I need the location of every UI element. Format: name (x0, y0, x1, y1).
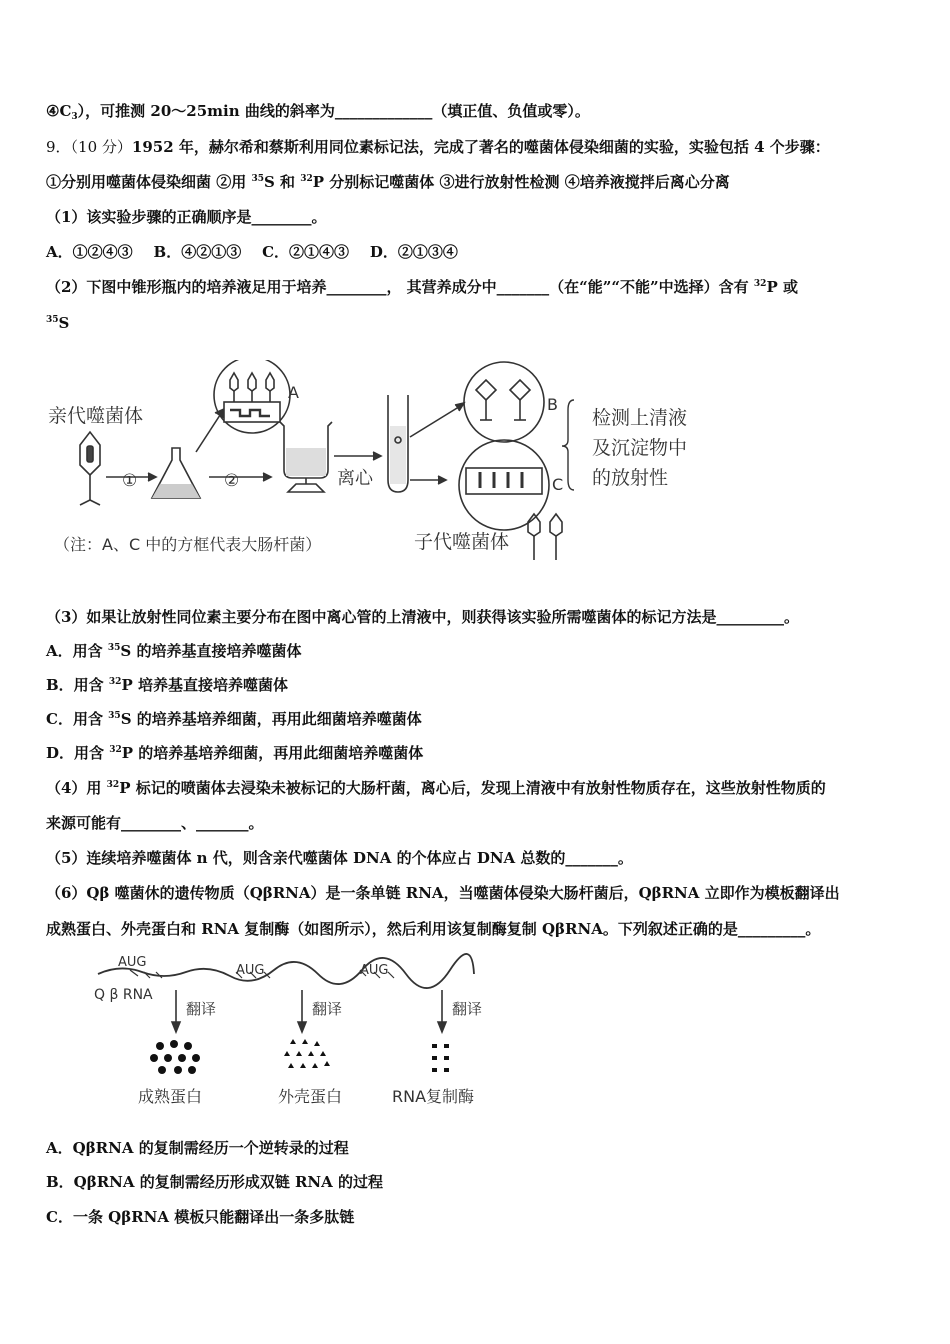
codon-label-2: AUG (236, 963, 265, 978)
product-label-3: RNA复制酶 (392, 1087, 475, 1106)
rna-strand (98, 954, 474, 988)
part-3-option-D: D．用含 $^{32}$P 的培养基培养细菌，再用此细菌培养噬菌体 (46, 744, 424, 762)
test-tube-icon (388, 395, 408, 492)
part-3-option-B: B．用含 $^{32}$P 培养基直接培养噬菌体 (46, 676, 288, 694)
centrifuge-label: 离心 (337, 468, 373, 489)
part-5: （5）连续培养噬菌体 n 代，则含亲代噬菌体 DNA 的个体应占 DNA 总数的_______。 (46, 849, 633, 867)
translate-label-3: 翻译 (452, 1000, 483, 1018)
part-1: （1）该实验步骤的正确顺序是________。 (46, 208, 327, 226)
line-0: $④C_3$），可推测 20～25min 曲线的斜率为_____________（填正值、负值或零）。 (46, 102, 590, 122)
part-6-option-A: A．QβRNA 的复制需经历一个逆转录的过程 (46, 1139, 349, 1157)
codon-label-1: AUG (118, 955, 147, 970)
question-9-steps: ①分别用噬菌体侵染细菌 ②用 $^{35}$S 和 $^{32}$P 分别标记噬菌体 ③进行放射性检测 ④培养液搅拌后离心分离 (46, 173, 730, 191)
part-3-option-C: C．用含 $^{35}$S 的培养基培养细菌，再用此细菌培养噬菌体 (46, 710, 422, 728)
qbeta-rna-figure (90, 952, 510, 1114)
part-6: （6）Qβ 噬菌休的遗传物质（QβRNA）是一条单链 RNA，当噬菌体侵染大肠杆菌后，QβRNA 立即作为模板翻译出 (46, 884, 840, 902)
coat-protein-triangles (284, 1039, 330, 1068)
detect-label-3: 的放射性 (592, 467, 669, 489)
circle-A (214, 360, 290, 433)
part-6-cont: 成熟蛋白、外壳蛋白和 RNA 复制酶（如图所示），然后利用该复制酶复制 QβRNA。下列叙述正确的是_________。 (46, 920, 821, 938)
beaker-icon (280, 422, 332, 492)
figure-note: （注：A、C 中的方框代表大肠杆菌） (54, 535, 322, 554)
label-C: C (552, 475, 564, 494)
part-6-option-B: B．QβRNA 的复制需经历形成双链 RNA 的过程 (46, 1173, 384, 1191)
parent-phage-icon (80, 432, 100, 505)
part-1-options: A．①②④③ B．④②①③ C．②①④③ D．②①③④ (46, 243, 458, 261)
part-3-option-A: A．用含 $^{35}$S 的培养基直接培养噬菌体 (46, 642, 302, 660)
circle-B (464, 362, 544, 442)
phage-experiment-figure (44, 360, 744, 575)
mature-protein-dots (150, 1040, 200, 1074)
replicase-squares (432, 1044, 449, 1072)
part-6-option-C: C．一条 QβRNA 模板只能翻译出一条多肽链 (46, 1208, 355, 1226)
label-A: A (288, 383, 299, 402)
detect-label-1: 检测上清液 (592, 407, 688, 429)
translate-label-2: 翻译 (312, 1000, 343, 1018)
parent-phage-label: 亲代噬菌体 (48, 405, 144, 427)
detect-label-2: 及沉淀物中 (592, 437, 688, 459)
part-2-cont: $^{35}$S (46, 314, 70, 332)
rna-label: Q β RNA (94, 987, 153, 1003)
translate-label-1: 翻译 (186, 1000, 217, 1018)
label-B: B (547, 395, 558, 414)
part-4-cont: 来源可能有________、_______。 (46, 814, 264, 832)
offspring-phage-label: 子代噬菌体 (414, 531, 510, 553)
product-label-2: 外壳蛋白 (278, 1087, 343, 1106)
product-label-1: 成熟蛋白 (138, 1087, 203, 1106)
question-9-stem: 9．（10 分）1952 年，赫尔希和蔡斯利用同位素标记法，完成了著名的噬菌体侵染细菌的实验，实验包括 4 个步骤： (46, 138, 830, 156)
offspring-phage-icon (528, 514, 562, 560)
flask-icon (152, 448, 200, 498)
codon-label-3: AUG (360, 963, 389, 978)
step-2-label: ② (224, 471, 240, 491)
part-3: （3）如果让放射性同位素主要分布在图中离心管的上清液中，则获得该实验所需噬菌体的标记方法是_________。 (46, 608, 799, 626)
step-1-label: ① (122, 471, 138, 491)
part-2: （2）下图中锥形瓶内的培养液足用于培养________， 其营养成分中_______（在“能”“不能”中选择）含有 $^{32}$P 或 (46, 278, 798, 296)
part-4: （4）用 $^{32}$P 标记的喷菌体去浸染未被标记的大肠杆菌，离心后，发现上清液中有放射性物质存在，这些放射性物质的 (46, 779, 826, 797)
